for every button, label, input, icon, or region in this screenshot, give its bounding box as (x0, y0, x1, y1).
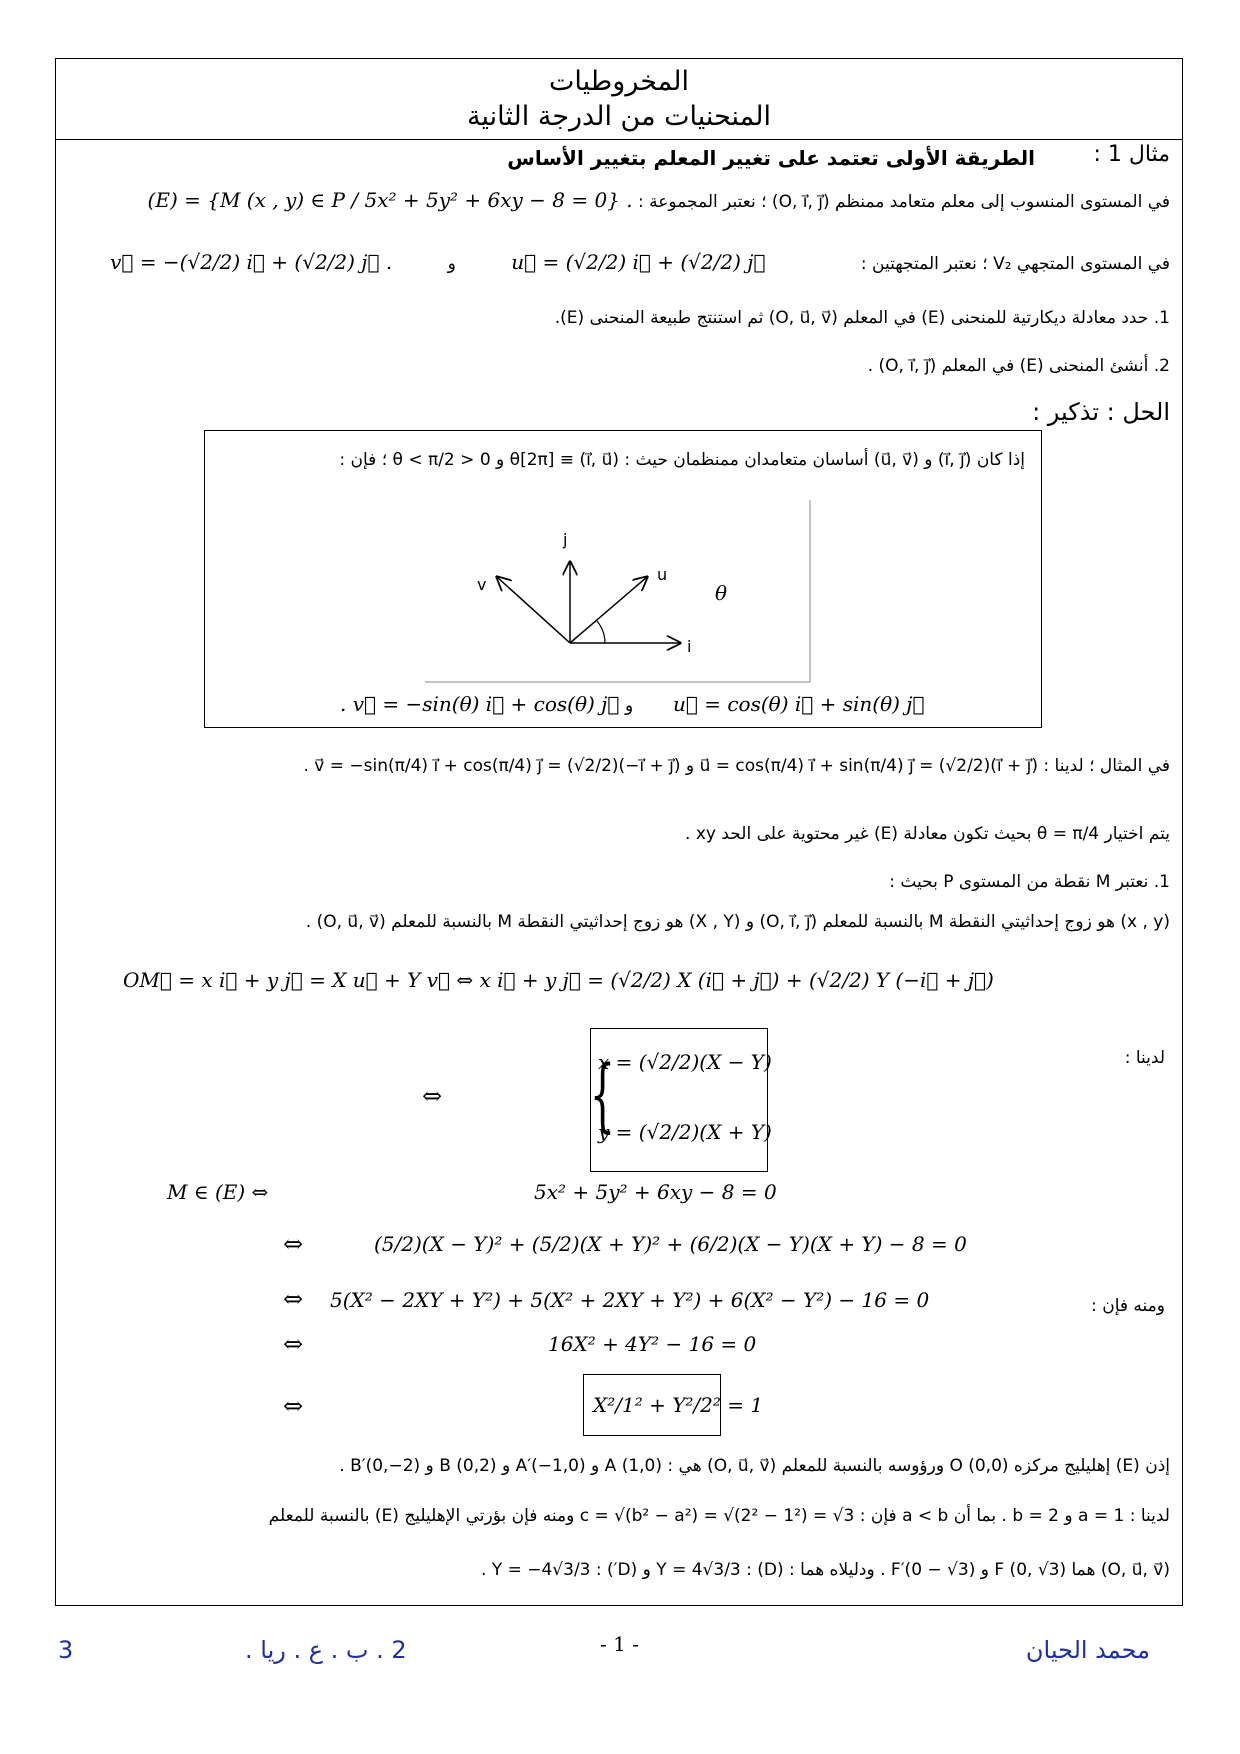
reminder-u: u⃗ = cos(θ) i⃗ + sin(θ) j⃗ (673, 692, 925, 716)
m-in-e: M ∈ (E) ⇔ (167, 1180, 269, 1204)
footer-left-number: 3 (58, 1636, 74, 1664)
p1-text: في المستوى المنسوب إلى معلم متعامد ممنظم (O, i⃗, j⃗) ؛ نعتبر المجموعة : (638, 192, 1170, 212)
reminder-and: و (625, 696, 634, 716)
system-brace: { (589, 1048, 616, 1141)
eq4: X²/1² + Y²/2² = 1 (593, 1393, 764, 1417)
om-equation: OM⃗ = x i⃗ + y j⃗ = X u⃗ + Y v⃗ ⇔ x i⃗ + y j⃗ = (√2/2) X (i⃗ + j⃗) + (√2/2) Y (−i⃗ + j⃗) (123, 968, 994, 992)
v-arrow (497, 577, 570, 643)
conclusion-2: لدينا : a = 1 و b = 2 . بما أن a < b فإن : c = √(b² − a²) = √(2² − 1²) = √3 ومنه فإن بؤرتي الإهليليج (E) بالنسبة للمعلم (268, 1506, 1170, 1526)
reminder-v: . v⃗ = −sin(θ) i⃗ + cos(θ) j⃗ (340, 692, 620, 716)
p2-v: v⃗ = −(√2/2) i⃗ + (√2/2) j⃗ . (110, 250, 393, 274)
footer-class: 2 . ب . ع . ريا . (245, 1636, 407, 1664)
equiv-1: ⇔ (422, 1082, 443, 1110)
v-label: v (477, 575, 487, 594)
u-arrow (570, 577, 647, 643)
eq3: 16X² + 4Y² − 16 = 0 (548, 1332, 757, 1356)
basis-diagram (425, 500, 815, 685)
j-label: j (563, 530, 568, 549)
conclusion-3: (O, u⃗, v⃗) هما F (0, √3) و F′(0 − √3) . ودليلاه هما : (D) : Y = 4√3/3 و (D′) : Y = −4√3/3 . (481, 1560, 1170, 1580)
equiv-4: ⇔ (283, 1330, 304, 1358)
step-1b: (x , y) هو زوج إحداثيتي النقطة M بالنسبة للمعلم (O, i⃗, j⃗) و (X , Y) هو زوج إحداثيتي النقطة M بالنسبة للمعلم (O, u⃗, v⃗) . (305, 912, 1170, 932)
eq1: (5/2)(X − Y)² + (5/2)(X + Y)² + (6/2)(X − Y)(X + Y) − 8 = 0 (374, 1232, 967, 1256)
step-1: 1. نعتبر M نقطة من المستوى P بحيث : (889, 872, 1170, 892)
system-x: x = (√2/2)(X − Y) (598, 1050, 772, 1074)
p2-text: في المستوى المتجهي V₂ ؛ نعتبر المتجهتين : (860, 254, 1170, 274)
eq2: 5(X² − 2XY + Y²) + 5(X² + 2XY + Y²) + 6(X² − Y²) − 16 = 0 (330, 1288, 930, 1312)
example-p2 (75, 250, 1170, 274)
page-number: - 1 - (600, 1632, 639, 1656)
example-p1 (75, 188, 1170, 212)
p2-and: و (447, 254, 456, 274)
method-title: الطريقة الأولى تعتمد على تغيير المعلم بتغيير الأساس (507, 146, 1035, 170)
p2-u: u⃗ = (√2/2) i⃗ + (√2/2) j⃗ (511, 250, 766, 274)
title-box (56, 59, 1182, 140)
example-label: مثال 1 : (1093, 142, 1170, 167)
title-line1: المخروطيات (549, 66, 689, 97)
solution-heading: الحل : تذكير : (1032, 398, 1170, 426)
eq0: 5x² + 5y² + 6xy − 8 = 0 (534, 1180, 777, 1204)
theta-label: θ (715, 581, 728, 605)
system-y: y = (√2/2)(X + Y) (598, 1120, 772, 1144)
minhu-label: ومنه فإن : (1091, 1296, 1165, 1316)
question-2: 2. أنشئ المنحنى (E) في المعلم (O, i⃗, j⃗) . (867, 356, 1170, 376)
equiv-3: ⇔ (283, 1285, 304, 1313)
ladayna-label: لدينا : (1124, 1048, 1165, 1068)
theta-arc (597, 621, 605, 643)
conclusion-1: إذن (E) إهليليج مركزه O (0,0) ورؤوسه بالنسبة للمعلم (O, u⃗, v⃗) هي : A (1,0) و A′(−1,0) و B (0,2) و B′(0,−2) . (339, 1456, 1170, 1476)
reminder-text: إذا كان (i⃗, j⃗) و (u⃗, v⃗) أساسان متعامدان ممنظمان حيث : (i⃗, u⃗) ≡ θ[2π] و 0 < θ < π/2 ؛ فإن : (339, 450, 1025, 470)
u-label: u (657, 565, 668, 584)
equiv-5: ⇔ (283, 1392, 304, 1420)
example-vectors: في المثال ؛ لدينا : u⃗ = cos(π/4) i⃗ + sin(π/4) j⃗ = (√2/2)(i⃗ + j⃗) و v⃗ = −sin(π/4) i⃗ + cos(π/4) j⃗ = (√2/2)(−i⃗ + j⃗) . (303, 756, 1170, 776)
i-label: i (687, 637, 692, 656)
title-line2: المنحنيات من الدرجة الثانية (467, 101, 771, 132)
choice-theta: يتم اختيار θ = π/4 بحيث تكون معادلة (E) غير محتوية على الحد xy . (685, 824, 1170, 844)
p1-math: (E) = {M (x , y) ∈ P / 5x² + 5y² + 6xy − 8 = 0} . (147, 188, 633, 212)
footer-author: محمد الحيان (1025, 1636, 1150, 1664)
question-1: 1. حدد معادلة ديكارتية للمنحنى (E) في المعلم (O, u⃗, v⃗) ثم استنتج طبيعة المنحنى (E). (554, 308, 1170, 328)
equiv-2: ⇔ (283, 1230, 304, 1258)
